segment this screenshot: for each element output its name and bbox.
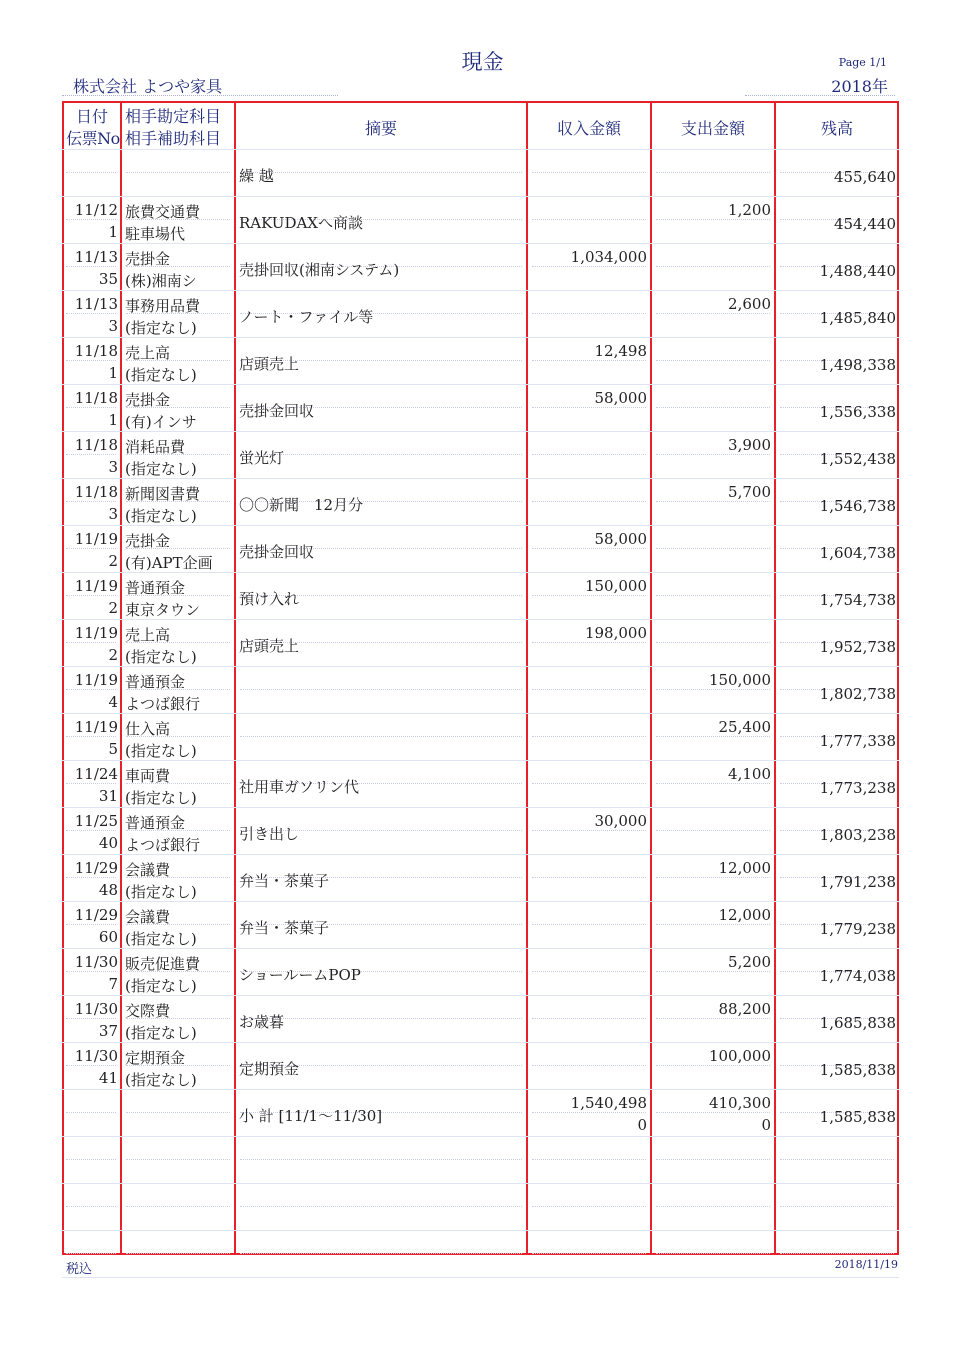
row-guide-line <box>66 689 116 690</box>
sub-account: 東京タウン <box>125 601 201 619</box>
row-guide-line <box>656 877 770 878</box>
counter-account: 売上高 <box>125 344 171 362</box>
entry-memo: 売掛金回収 <box>239 543 315 561</box>
row-guide-line <box>66 360 116 361</box>
entry-memo: お歳暮 <box>239 1013 285 1031</box>
balance-amount: 455,640 <box>833 168 896 186</box>
entry-date: 11/24 <box>74 765 118 783</box>
row-guide-line <box>532 877 646 878</box>
row-guide-line <box>66 407 116 408</box>
row-guide-line <box>66 877 116 878</box>
balance-amount: 1,485,840 <box>819 309 896 327</box>
balance-amount: 1,498,338 <box>819 356 896 374</box>
entry-date: 11/19 <box>74 577 118 595</box>
sub-account: (指定なし) <box>125 460 197 478</box>
balance-amount: 1,777,338 <box>819 732 896 750</box>
entry-memo: RAKUDAXへ商談 <box>239 214 363 232</box>
row-guide-line <box>656 924 770 925</box>
slip-number: 1 <box>108 411 118 429</box>
table-row <box>62 526 899 573</box>
sub-account: (株)湘南シ <box>125 272 197 290</box>
entry-date: 11/30 <box>74 953 118 971</box>
entry-memo: 繰 越 <box>239 167 274 185</box>
balance-amount: 1,952,738 <box>819 638 896 656</box>
row-guide-line <box>532 736 646 737</box>
income-amount: 1,540,498 <box>570 1094 647 1112</box>
expense-amount: 410,300 <box>708 1094 771 1112</box>
table-row <box>62 949 899 996</box>
fiscal-year: 2018年 <box>831 77 888 96</box>
slip-number: 31 <box>98 787 118 805</box>
slip-number: 2 <box>108 599 118 617</box>
row-guide-line <box>532 642 646 643</box>
row-guide-line <box>126 1159 230 1160</box>
table-row <box>62 1043 899 1090</box>
header-memo: 摘要 <box>364 119 397 138</box>
expense-amount: 88,200 <box>718 1000 771 1018</box>
row-guide-line <box>66 736 116 737</box>
expense-amount: 12,000 <box>718 906 771 924</box>
page-number: Page 1/1 <box>838 56 887 69</box>
row-guide-line <box>532 689 646 690</box>
balance-amount: 1,556,338 <box>819 403 896 421</box>
row-guide-line <box>66 219 116 220</box>
expense-amount: 4,100 <box>728 765 771 783</box>
expense-amount: 12,000 <box>718 859 771 877</box>
row-guide-line <box>66 1065 116 1066</box>
entry-memo: 〇〇新聞 12月分 <box>239 496 364 514</box>
table-row <box>62 714 899 761</box>
slip-number: 7 <box>108 975 118 993</box>
balance-amount: 1,585,838 <box>819 1061 896 1079</box>
balance-amount: 1,488,440 <box>819 262 896 280</box>
entry-memo: 定期預金 <box>239 1060 300 1078</box>
income-amount-2: 0 <box>637 1116 647 1134</box>
row-guide-line <box>532 219 646 220</box>
row-guide-line <box>532 407 646 408</box>
row-guide-line <box>66 783 116 784</box>
ledger-rows <box>62 150 899 1278</box>
table-row <box>62 620 899 667</box>
table-row <box>62 291 899 338</box>
row-guide-line <box>780 1159 894 1160</box>
counter-account: 普通預金 <box>125 673 186 691</box>
row-guide-line <box>126 1253 230 1254</box>
balance-amount: 1,803,238 <box>819 826 896 844</box>
sub-account: 駐車場代 <box>125 225 186 243</box>
row-guide-line <box>532 360 646 361</box>
row-guide-line <box>532 1159 646 1160</box>
balance-amount: 454,440 <box>833 215 896 233</box>
row-guide-line <box>532 971 646 972</box>
row-guide-line <box>532 924 646 925</box>
row-guide-line <box>656 172 770 173</box>
row-guide-line <box>656 783 770 784</box>
slip-number: 2 <box>108 552 118 570</box>
row-guide-line <box>656 219 770 220</box>
expense-amount: 25,400 <box>718 718 771 736</box>
entry-memo: 引き出し <box>239 825 300 843</box>
row-guide-line <box>66 501 116 502</box>
row-guide-line <box>656 407 770 408</box>
header-slip-no: 伝票No <box>66 129 120 148</box>
expense-amount: 1,200 <box>728 201 771 219</box>
row-guide-line <box>240 689 522 690</box>
counter-account: 会議費 <box>125 908 171 926</box>
income-amount: 150,000 <box>584 577 647 595</box>
row-guide-line <box>532 454 646 455</box>
entry-memo: 預け入れ <box>239 590 300 608</box>
sub-account: (指定なし) <box>125 930 197 948</box>
row-guide-line <box>240 1206 522 1207</box>
balance-amount: 1,546,738 <box>819 497 896 515</box>
counter-account: 交際費 <box>125 1002 171 1020</box>
balance-amount: 1,552,438 <box>819 450 896 468</box>
slip-number: 3 <box>108 458 118 476</box>
row-guide-line <box>532 595 646 596</box>
table-row <box>62 244 899 291</box>
counter-account: 事務用品費 <box>125 297 201 315</box>
entry-date: 11/13 <box>74 248 118 266</box>
counter-account: 売掛金 <box>125 391 171 409</box>
counter-account: 普通預金 <box>125 579 186 597</box>
balance-amount: 1,604,738 <box>819 544 896 562</box>
entry-date: 11/19 <box>74 624 118 642</box>
sub-account: (指定なし) <box>125 977 197 995</box>
expense-amount: 2,600 <box>728 295 771 313</box>
row-guide-line <box>66 924 116 925</box>
income-amount: 12,498 <box>594 342 647 360</box>
header-expense: 支出金額 <box>680 119 745 138</box>
counter-account: 売掛金 <box>125 250 171 268</box>
balance-amount: 1,802,738 <box>819 685 896 703</box>
row-guide-line <box>240 1253 522 1254</box>
row-guide-line <box>66 1018 116 1019</box>
sub-account: よつば銀行 <box>125 695 201 713</box>
table-row <box>62 197 899 244</box>
slip-number: 48 <box>98 881 118 899</box>
slip-number: 5 <box>108 740 118 758</box>
entry-date: 11/13 <box>74 295 118 313</box>
entry-memo: 弁当・茶菓子 <box>239 872 330 890</box>
row-guide-line <box>66 1253 116 1254</box>
entry-date: 11/18 <box>74 483 118 501</box>
income-amount: 58,000 <box>594 530 647 548</box>
counter-account: 消耗品費 <box>125 438 186 456</box>
row-guide-line <box>532 830 646 831</box>
tax-note: 税込 <box>66 1262 93 1277</box>
row-guide-line <box>66 830 116 831</box>
expense-amount: 100,000 <box>708 1047 771 1065</box>
row-guide-line <box>656 689 770 690</box>
row-guide-line <box>532 1206 646 1207</box>
expense-amount-2: 0 <box>761 1116 771 1134</box>
row-guide-line <box>780 1253 894 1254</box>
row-guide-line <box>66 595 116 596</box>
balance-amount: 1,791,238 <box>819 873 896 891</box>
entry-date: 11/30 <box>74 1047 118 1065</box>
table-row <box>62 338 899 385</box>
expense-amount: 3,900 <box>728 436 771 454</box>
sub-account: (指定なし) <box>125 366 197 384</box>
table-row <box>62 996 899 1043</box>
year-underline <box>745 95 895 96</box>
counter-account: 普通預金 <box>125 814 186 832</box>
entry-memo: 弁当・茶菓子 <box>239 919 330 937</box>
table-row <box>62 1184 899 1231</box>
header-balance: 残高 <box>820 119 853 138</box>
counter-account: 売上高 <box>125 626 171 644</box>
row-guide-line <box>532 1018 646 1019</box>
entry-date: 11/29 <box>74 906 118 924</box>
entry-date: 11/25 <box>74 812 118 830</box>
print-date: 2018/11/19 <box>834 1258 898 1271</box>
row-guide-line <box>656 971 770 972</box>
slip-number: 4 <box>108 693 118 711</box>
row-guide-line <box>532 1065 646 1066</box>
income-amount: 1,034,000 <box>570 248 647 266</box>
slip-number: 1 <box>108 364 118 382</box>
balance-amount: 1,685,838 <box>819 1014 896 1032</box>
entry-memo: 店頭売上 <box>239 637 300 655</box>
entry-memo: 社用車ガソリン代 <box>239 778 360 796</box>
row-guide-line <box>66 266 116 267</box>
row-guide-line <box>656 1206 770 1207</box>
slip-number: 60 <box>98 928 118 946</box>
entry-date: 11/19 <box>74 530 118 548</box>
table-row <box>62 479 899 526</box>
row-guide-line <box>66 1159 116 1160</box>
row-guide-line <box>240 172 522 173</box>
row-guide-line <box>656 313 770 314</box>
row-guide-line <box>66 971 116 972</box>
header-counter-account: 相手勘定科目 <box>125 107 222 126</box>
row-guide-line <box>780 1206 894 1207</box>
row-guide-line <box>656 266 770 267</box>
table-row <box>62 1137 899 1184</box>
sub-account: (指定なし) <box>125 319 197 337</box>
entry-memo: 小 計 [11/1～11/30] <box>239 1107 383 1125</box>
counter-account: 仕入高 <box>125 720 171 738</box>
entry-memo: 蛍光灯 <box>239 449 285 467</box>
expense-amount: 5,200 <box>728 953 771 971</box>
row-guide-line <box>532 1253 646 1254</box>
income-amount: 198,000 <box>584 624 647 642</box>
row-guide-line <box>66 313 116 314</box>
row-guide-line <box>656 1159 770 1160</box>
row-guide-line <box>126 1206 230 1207</box>
entry-memo: ノート・ファイル等 <box>239 308 374 326</box>
expense-amount: 150,000 <box>708 671 771 689</box>
row-guide-line <box>656 595 770 596</box>
slip-number: 3 <box>108 317 118 335</box>
table-row <box>62 385 899 432</box>
income-amount: 30,000 <box>594 812 647 830</box>
row-guide-line <box>126 172 230 173</box>
table-row <box>62 432 899 479</box>
cash-ledger-table <box>62 101 899 1255</box>
table-row <box>62 855 899 902</box>
row-guide-line <box>532 172 646 173</box>
counter-account: 定期預金 <box>125 1049 186 1067</box>
sub-account: よつば銀行 <box>125 836 201 854</box>
slip-number: 35 <box>98 270 118 288</box>
sub-account: (指定なし) <box>125 1071 197 1089</box>
slip-number: 2 <box>108 646 118 664</box>
sub-account: (有)インサ <box>125 413 197 431</box>
company-name: 株式会社 よつや家具 <box>73 77 223 96</box>
sub-account: (指定なし) <box>125 742 197 760</box>
row-guide-line <box>532 266 646 267</box>
report-title: 現金 <box>461 50 504 74</box>
slip-number: 40 <box>98 834 118 852</box>
sub-account: (指定なし) <box>125 883 197 901</box>
table-row <box>62 808 899 855</box>
row-guide-line <box>656 736 770 737</box>
counter-account: 旅費交通費 <box>125 203 201 221</box>
row-guide-line <box>532 313 646 314</box>
row-guide-line <box>532 501 646 502</box>
row-guide-line <box>656 642 770 643</box>
entry-date: 11/12 <box>74 201 118 219</box>
header-income: 収入金額 <box>556 119 621 138</box>
row-guide-line <box>656 1018 770 1019</box>
row-guide-line <box>656 1253 770 1254</box>
row-guide-line <box>66 454 116 455</box>
entry-date: 11/29 <box>74 859 118 877</box>
row-guide-line <box>656 548 770 549</box>
entry-date: 11/18 <box>74 342 118 360</box>
table-row <box>62 1231 899 1278</box>
table-row <box>62 667 899 714</box>
entry-memo: 売掛金回収 <box>239 402 315 420</box>
sub-account: (指定なし) <box>125 648 197 666</box>
row-guide-line <box>66 548 116 549</box>
entry-memo: 店頭売上 <box>239 355 300 373</box>
row-guide-line <box>66 642 116 643</box>
row-guide-line <box>532 1112 646 1113</box>
table-row <box>62 573 899 620</box>
slip-number: 1 <box>108 223 118 241</box>
row-guide-line <box>240 736 522 737</box>
row-guide-line <box>66 1112 116 1113</box>
row-guide-line <box>656 501 770 502</box>
balance-amount: 1,774,038 <box>819 967 896 985</box>
income-amount: 58,000 <box>594 389 647 407</box>
sub-account: (指定なし) <box>125 789 197 807</box>
row-guide-line <box>656 830 770 831</box>
row-guide-line <box>532 783 646 784</box>
row-guide-line <box>240 1159 522 1160</box>
row-guide-line <box>126 1112 230 1113</box>
company-underline <box>62 95 338 96</box>
counter-account: 会議費 <box>125 861 171 879</box>
header-date: 日付 <box>75 107 108 126</box>
slip-number: 3 <box>108 505 118 523</box>
entry-date: 11/19 <box>74 671 118 689</box>
counter-account: 新聞図書費 <box>125 485 201 503</box>
entry-memo: ショールームPOP <box>239 966 361 984</box>
row-guide-line <box>66 172 116 173</box>
row-guide-line <box>656 454 770 455</box>
slip-number: 37 <box>98 1022 118 1040</box>
counter-account: 売掛金 <box>125 532 171 550</box>
row-guide-line <box>532 548 646 549</box>
header-sub-account: 相手補助科目 <box>125 129 222 148</box>
table-row <box>62 150 899 197</box>
sub-account: (指定なし) <box>125 1024 197 1042</box>
table-row <box>62 1090 899 1137</box>
balance-amount: 1,773,238 <box>819 779 896 797</box>
row-guide-line <box>656 360 770 361</box>
counter-account: 車両費 <box>125 767 171 785</box>
balance-amount: 1,585,838 <box>819 1108 896 1126</box>
entry-date: 11/19 <box>74 718 118 736</box>
entry-date: 11/18 <box>74 389 118 407</box>
slip-number: 41 <box>98 1069 118 1087</box>
row-guide-line <box>656 1112 770 1113</box>
table-row <box>62 761 899 808</box>
row-guide-line <box>656 1065 770 1066</box>
sub-account: (指定なし) <box>125 507 197 525</box>
entry-memo: 売掛回収(湘南システム) <box>239 261 400 279</box>
expense-amount: 5,700 <box>728 483 771 501</box>
entry-date: 11/18 <box>74 436 118 454</box>
counter-account: 販売促進費 <box>125 955 201 973</box>
row-guide-line <box>66 1206 116 1207</box>
balance-amount: 1,754,738 <box>819 591 896 609</box>
entry-date: 11/30 <box>74 1000 118 1018</box>
table-row <box>62 902 899 949</box>
sub-account: (有)APT企画 <box>125 554 213 572</box>
balance-amount: 1,779,238 <box>819 920 896 938</box>
